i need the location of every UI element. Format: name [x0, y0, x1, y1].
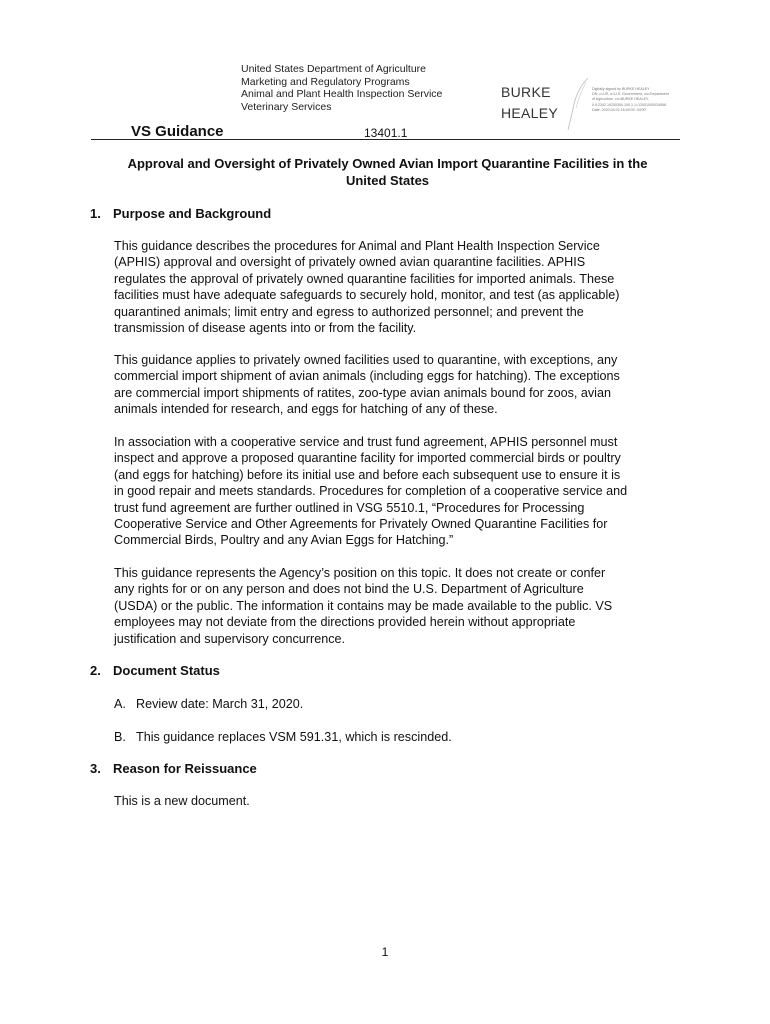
signature-detail-line: DN: c=US, o=U.S. Government, ou=Department — [592, 92, 669, 97]
text-line: facilities must have adequate safeguards to securely hold, monitor, and test (as applicable) — [114, 288, 620, 303]
signature-detail-line: 0.9.2342.19200300.100.1.1=12001000034958 — [592, 102, 667, 107]
list-item-text: This guidance replaces VSM 591.31, which is rescinded. — [136, 730, 452, 744]
list-item-text: Review date: March 31, 2020. — [136, 697, 304, 711]
doc-type-label: VS Guidance — [131, 123, 224, 140]
text-line: in good repair and meets standards. Procedures for completion of a cooperative service and — [114, 484, 628, 499]
signature-name-line: HEALEY — [501, 105, 559, 121]
title-line: Approval and Oversight of Privately Owned Avian Import Quarantine Facilities in the — [127, 156, 648, 171]
agency-header — [241, 63, 442, 113]
section-title: Purpose and Background — [113, 206, 272, 221]
section-title: Document Status — [113, 663, 220, 678]
text-line: This guidance applies to privately owned facilities used to quarantine, with exceptions, any — [114, 353, 618, 367]
text-line: Commercial Birds, Poultry and any Avian Eggs for Hatching.” — [114, 533, 454, 548]
agency-line: Veterinary Services — [241, 100, 332, 113]
paragraph — [114, 565, 684, 647]
text-line: commercial import shipment of avian animals (including eggs for hatching). The exceptions — [114, 369, 620, 384]
signature-detail-line: of Agriculture, cn=BURKE HEALEY, — [592, 97, 649, 102]
signature-detail-line: Digitally signed by BURKE HEALEY — [592, 87, 650, 91]
signature-name-line: BURKE — [501, 84, 551, 100]
signature-name — [501, 82, 558, 124]
page-number: 1 — [381, 945, 389, 959]
list-item — [114, 730, 452, 744]
text-line: This guidance represents the Agency’s position on this topic. It does not create or confer — [114, 566, 606, 580]
text-line: are commercial import shipments of ratites, zoo-type avian animals bound for zoos, avian — [114, 385, 611, 400]
text-line: (and eggs for hatching) before its initial use and before each subsequent use to ensure it is — [114, 467, 621, 482]
text-line: animals intended for research, and eggs for hatching of any of these. — [114, 402, 498, 417]
section-number: 2. — [90, 663, 101, 678]
doc-number: 13401.1 — [364, 126, 408, 140]
text-line: (USDA) or the public. The information it contains may be made available to the public. VS — [114, 598, 613, 613]
text-line: Cooperative Service and Other Agreements for Privately Owned Quarantine Facilities for — [114, 517, 608, 532]
document-title — [95, 156, 680, 189]
list-item — [114, 697, 303, 711]
list-item-letter: A. — [114, 697, 126, 711]
paragraph — [114, 793, 684, 809]
signature-detail-line: Date: 2020.04.02 16:49:09 -04'00' — [592, 107, 647, 112]
text-line: quarantined animals; limit entry and egress to authorized personnel; and prevent the — [114, 304, 584, 319]
section-number: 1. — [90, 206, 101, 221]
section-number: 3. — [90, 761, 101, 776]
text-line: justification and supervisory concurrence. — [114, 631, 345, 646]
text-line: This guidance describes the procedures for Animal and Plant Health Inspection Service — [114, 239, 600, 253]
text-line: employees may not deviate from the directions provided herein without appropriate — [114, 615, 576, 630]
text-line: (APHIS) approval and oversight of privately owned avian quarantine facilities. APHIS — [114, 255, 586, 270]
agency-line: Marketing and Regulatory Programs — [241, 75, 410, 88]
header-divider — [91, 139, 680, 140]
text-line: any rights for or on any person and does not bind the U.S. Department of Agriculture — [114, 582, 584, 597]
title-line: United States — [345, 172, 430, 188]
agency-line: United States Department of Agriculture — [241, 63, 427, 75]
list-item-letter: B. — [114, 730, 126, 744]
signature-details — [592, 87, 682, 113]
section-heading-purpose — [90, 206, 271, 221]
text-line: transmission of disease agents into or from the facility. — [114, 321, 417, 336]
paragraph — [114, 238, 684, 336]
text-line: regulates the approval of privately owned quarantine facilities for imported animals. These — [114, 271, 615, 286]
text-line: inspect and approve a proposed quarantine facility for imported commercial birds or poultry — [114, 451, 621, 466]
agency-line: Animal and Plant Health Inspection Service — [241, 88, 443, 100]
section-title: Reason for Reissuance — [113, 761, 257, 776]
text-line: In association with a cooperative service and trust fund agreement, APHIS personnel must — [114, 435, 618, 449]
text-line: This is a new document. — [114, 794, 250, 808]
section-heading-reason — [90, 761, 257, 776]
paragraph — [114, 434, 684, 549]
section-heading-document-status — [90, 663, 220, 678]
text-line: trust fund agreement are further outlined in VSG 5510.1, “Procedures for Processing — [114, 500, 585, 515]
paragraph — [114, 352, 684, 418]
